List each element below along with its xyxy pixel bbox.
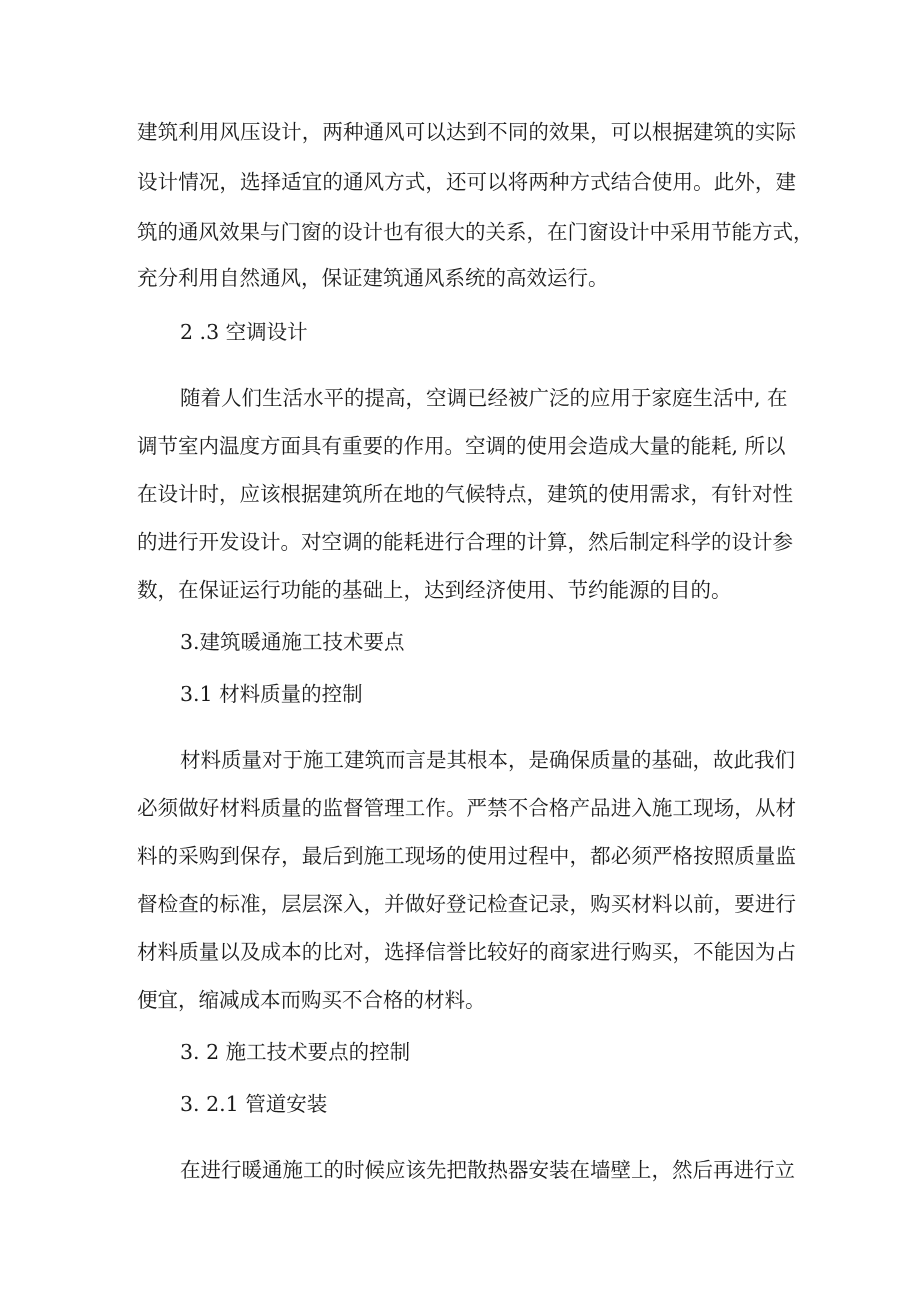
section-heading-3: 3.建筑暖通施工技术要点	[180, 630, 405, 654]
paragraph-1-line-4: 充分利用自然通风，保证建筑通风系统的高效运行。	[137, 266, 609, 290]
paragraph-3-line-1: 材料质量对于施工建筑而言是其根本，是确保质量的基础，故此我们	[180, 748, 795, 772]
paragraph-2-line-5: 数，在保证运行功能的基础上，达到经济使用、节约能源的目的。	[137, 578, 732, 602]
paragraph-3-line-4: 督检查的标准，层层深入，并做好登记检查记录，购买材料以前，要进行	[137, 892, 796, 916]
paragraph-3-line-5: 材料质量以及成本的比对，选择信誉比较好的商家进行购买，不能因为占	[137, 940, 796, 964]
paragraph-1-line-1: 建筑利用风压设计，两种通风可以达到不同的效果，可以根据建筑的实际	[137, 120, 796, 144]
paragraph-2-line-1: 随着人们生活水平的提高，空调已经被广泛的应用于家庭生活中, 在	[180, 386, 788, 410]
paragraph-4-line-1: 在进行暖通施工的时候应该先把散热器安装在墙壁上，然后再进行立	[180, 1158, 795, 1182]
paragraph-2-line-3: 在设计时，应该根据建筑所在地的气候特点，建筑的使用需求，有针对性	[137, 482, 793, 506]
paragraph-2-line-4: 的进行开发设计。对空调的能耗进行合理的计算，然后制定科学的设计参	[137, 530, 793, 554]
section-heading-3-2: 3. 2 施工技术要点的控制	[180, 1040, 411, 1064]
paragraph-3-line-3: 料的采购到保存，最后到施工现场的使用过程中，都必须严格按照质量监	[137, 844, 796, 868]
paragraph-3-line-6: 便宜，缩减成本而购买不合格的材料。	[137, 988, 486, 1012]
paragraph-1-line-3: 筑的通风效果与门窗的设计也有很大的关系，在门窗设计中采用节能方式，	[137, 220, 814, 244]
paragraph-2-line-2: 调节室内温度方面具有重要的作用。空调的使用会造成大量的能耗, 所以	[137, 434, 786, 458]
section-heading-3-1: 3.1 材料质量的控制	[180, 682, 363, 706]
paragraph-1-line-2: 设计情况，选择适宜的通风方式，还可以将两种方式结合使用。此外，建	[137, 170, 796, 194]
section-heading-3-2-1: 3. 2.1 管道安装	[180, 1092, 328, 1116]
section-heading-2-3: 2 .3 空调设计	[180, 320, 308, 344]
paragraph-3-line-2: 必须做好材料质量的监督管理工作。严禁不合格产品进入施工现场，从材	[137, 796, 796, 820]
